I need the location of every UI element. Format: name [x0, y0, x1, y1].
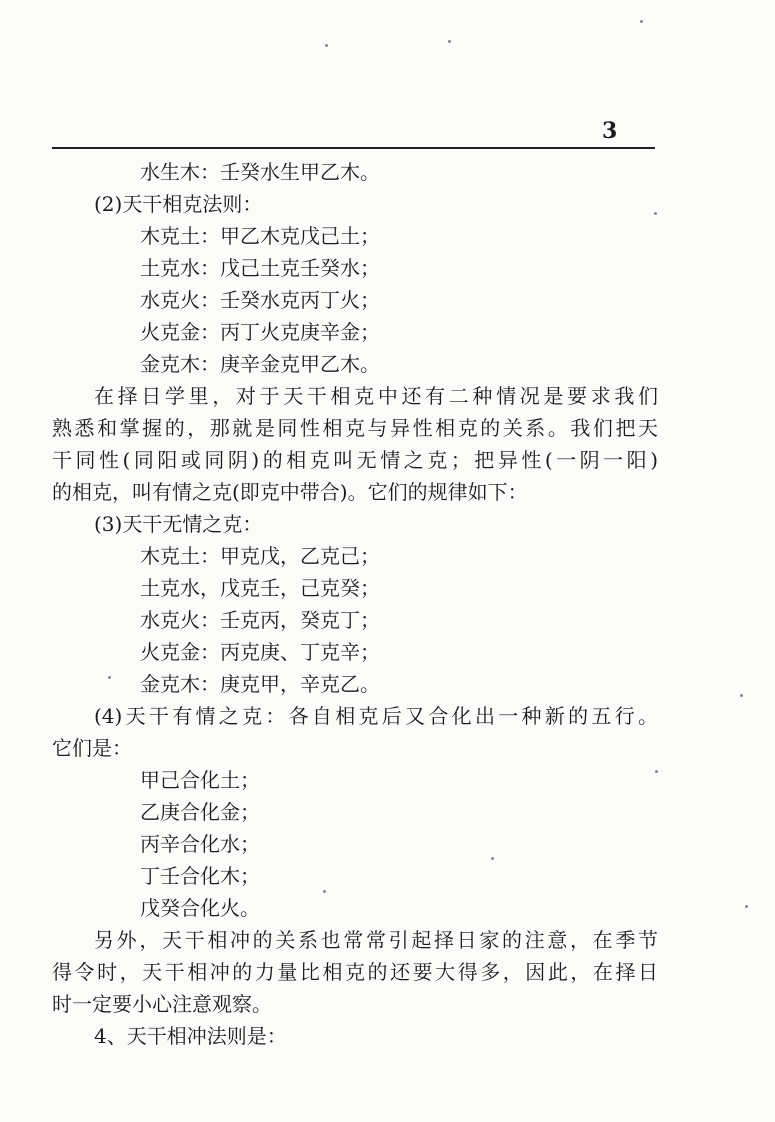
- text-line: 水克火：壬克丙，癸克丁；: [140, 608, 380, 632]
- paragraph-line: 在择日学里，对于天干相克中还有二种情况是要求我们: [94, 384, 658, 408]
- paragraph-line: 熟悉和掌握的，那就是同性相克与异性相克的关系。我们把天: [52, 416, 658, 440]
- text-line: 金克木：庚辛金克甲乙木。: [140, 352, 380, 376]
- scan-speck: [491, 857, 494, 860]
- text-line: 甲己合化土；: [140, 768, 260, 792]
- header-rule: [52, 147, 655, 149]
- text-line: 丁壬合化木；: [140, 864, 260, 888]
- scan-speck: [448, 40, 451, 43]
- scan-speck: [108, 676, 111, 679]
- text-line: 丙辛合化水；: [140, 832, 260, 856]
- scan-speck: [745, 905, 748, 908]
- text-line: 土克水，戊克壬，己克癸；: [140, 576, 380, 600]
- text-line: 木克土：甲克戊，乙克己；: [140, 544, 380, 568]
- text-line: 木克土：甲乙木克戊己土；: [140, 224, 380, 248]
- scan-speck: [323, 890, 326, 893]
- text-line: 乙庚合化金；: [140, 800, 260, 824]
- section-heading: (4)天干有情之克：各自相克后又合化出一种新的五行。: [94, 704, 658, 728]
- section-heading: 4、天干相冲法则是：: [94, 1024, 287, 1048]
- scan-speck: [640, 20, 643, 23]
- paragraph-line: 时一定要小心注意观察。: [52, 992, 272, 1016]
- text-line: 火克金：丙丁火克庚辛金；: [140, 320, 380, 344]
- page-body: [52, 156, 658, 1052]
- paragraph-line: 干同性(同阳或同阴)的相克叫无情之克；把异性(一阴一阳): [52, 448, 658, 472]
- scan-speck: [654, 212, 657, 215]
- section-heading: (2)天干相克法则：: [94, 192, 263, 216]
- page-number: 3: [602, 118, 618, 144]
- text-line: 金克木：庚克甲，辛克乙。: [140, 672, 380, 696]
- paragraph-line: 它们是：: [52, 736, 132, 760]
- paragraph-line: 另外，天干相冲的关系也常常引起择日家的注意，在季节: [94, 928, 658, 952]
- scan-speck: [740, 694, 743, 697]
- section-heading: (3)天干无情之克：: [94, 512, 263, 536]
- text-line: 土克水：戊己土克壬癸水；: [140, 256, 380, 280]
- text-line: 火克金：丙克庚、丁克辛；: [140, 640, 380, 664]
- text-line: 水克火：壬癸水克丙丁火；: [140, 288, 380, 312]
- scan-speck: [655, 770, 658, 773]
- paragraph-line: 的相克，叫有情之克(即克中带合)。它们的规律如下：: [52, 480, 528, 504]
- text-line: 水生木：壬癸水生甲乙木。: [140, 160, 380, 184]
- text-line: 戊癸合化火。: [140, 896, 260, 920]
- paragraph-line: 得令时，天干相冲的力量比相克的还要大得多，因此，在择日: [52, 960, 658, 984]
- scan-speck: [325, 44, 328, 47]
